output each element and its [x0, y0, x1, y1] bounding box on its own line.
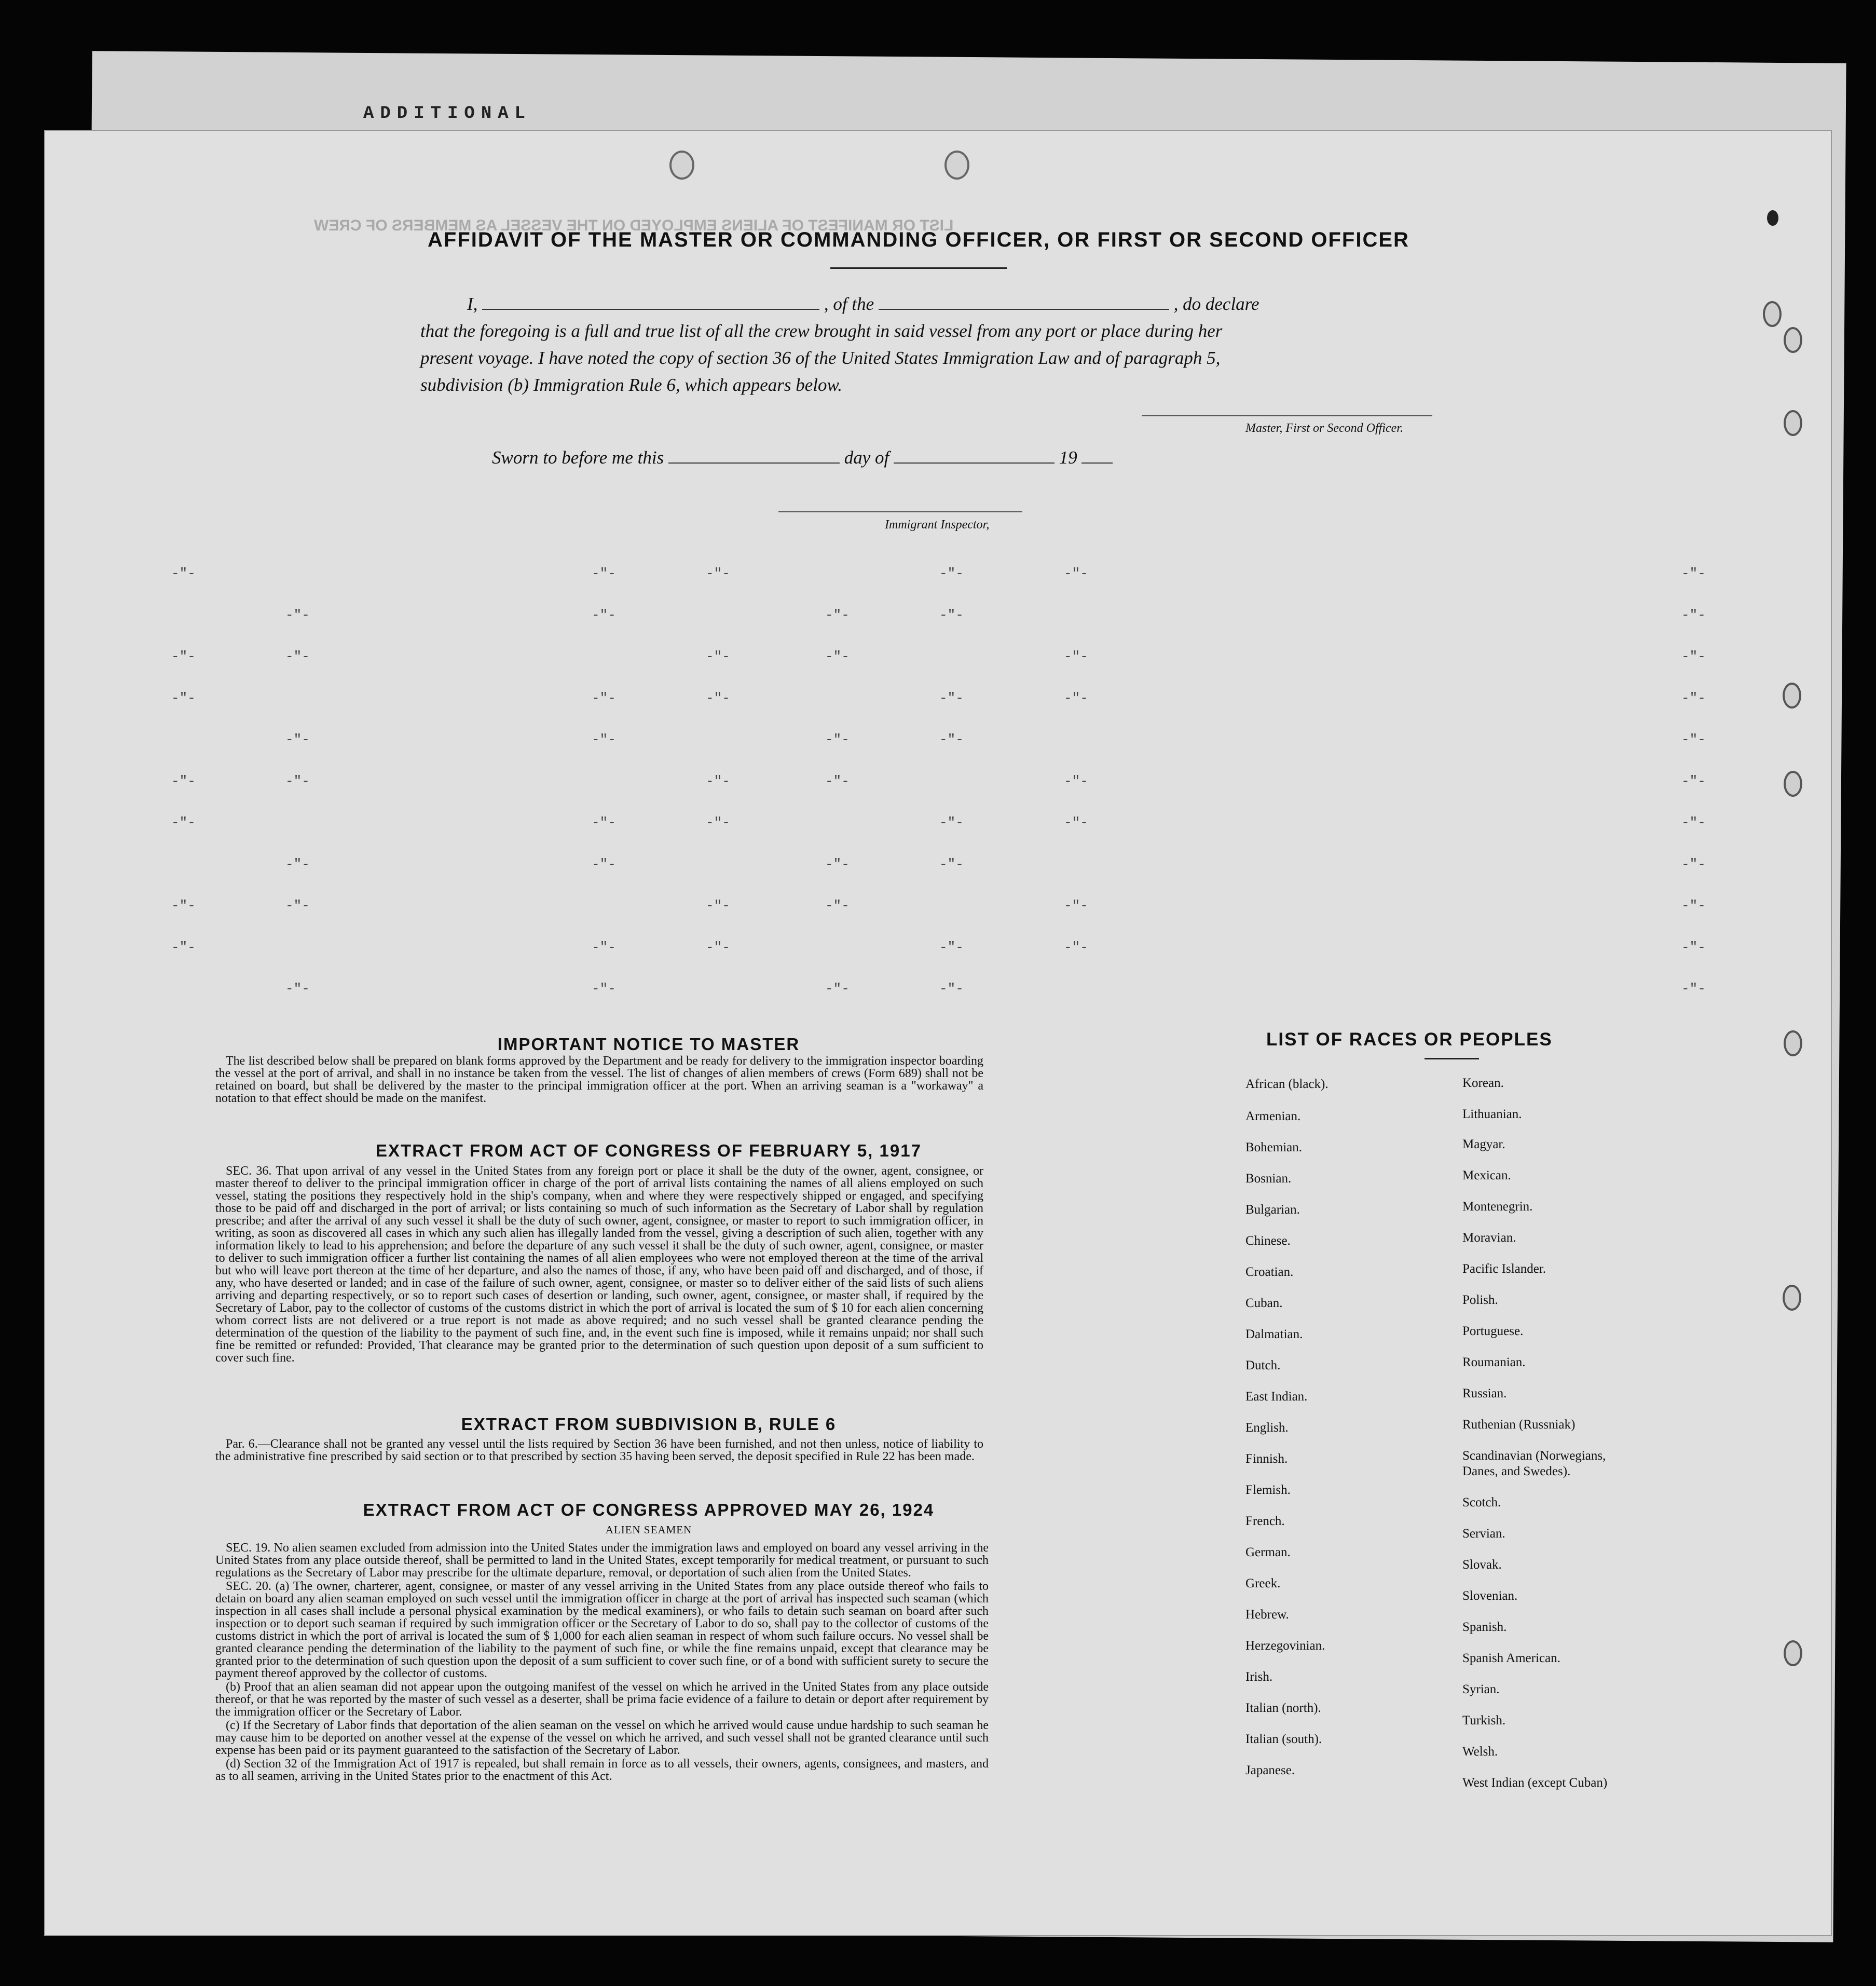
race-item: Magyar. [1462, 1137, 1505, 1151]
race-item: Servian. [1462, 1527, 1505, 1541]
ditto-mark: -"- [285, 773, 310, 789]
ditto-mark: -"- [706, 566, 730, 581]
ditto-mark: -"- [1681, 981, 1706, 997]
race-item: Bosnian. [1245, 1172, 1292, 1186]
race-item: Japanese. [1245, 1763, 1295, 1777]
race-item: Turkish. [1462, 1713, 1506, 1727]
affidavit-line-4: subdivision (b) Immigration Rule 6, which appears below. [420, 375, 843, 395]
race-item: African (black). [1245, 1077, 1329, 1091]
ditto-mark: -"- [939, 815, 964, 831]
vessel-name-blank[interactable] [879, 309, 1169, 310]
ditto-mark: -"- [1681, 856, 1706, 872]
ditto-mark: -"- [825, 981, 850, 997]
binder-hole-icon [1767, 210, 1778, 226]
race-item: Russian. [1462, 1386, 1507, 1400]
do-declare-label: , do declare [1173, 294, 1259, 314]
inspector-signature-blank[interactable] [778, 511, 1022, 512]
ditto-mark: -"- [939, 732, 964, 747]
affidavit-line-1 [420, 291, 1422, 318]
race-item: Finnish. [1245, 1452, 1288, 1466]
sworn-day-blank[interactable] [668, 463, 840, 464]
race-item: Herzegovinian. [1245, 1639, 1325, 1653]
ditto-mark: -"- [592, 732, 616, 747]
race-item: Mexican. [1462, 1168, 1511, 1182]
race-item: Bohemian. [1245, 1140, 1303, 1154]
affidavit-title: AFFIDAVIT OF THE MASTER OR COMMANDING OFFICER, OR FIRST OR SECOND OFFICER [428, 228, 1409, 251]
ditto-mark: -"- [285, 981, 310, 997]
race-item: Lithuanian. [1462, 1107, 1522, 1121]
ditto-mark: -"- [825, 898, 850, 914]
ditto-mark: -"- [706, 773, 730, 789]
race-item: Welsh. [1462, 1745, 1498, 1759]
sworn-year: 19 [1059, 447, 1077, 468]
binder-hole-icon [1784, 1030, 1802, 1056]
ditto-mark: -"- [825, 773, 850, 789]
race-item: Korean. [1462, 1076, 1504, 1090]
ditto-mark: -"- [592, 981, 616, 997]
extract-1924-text [215, 1542, 989, 1784]
ditto-mark: -"- [285, 856, 310, 872]
race-item: Danes, and Swedes). [1462, 1464, 1571, 1478]
ditto-mark: -"- [939, 566, 964, 581]
sworn-month-blank[interactable] [894, 463, 1055, 464]
bleed-through-heading: LIST OR MANIFEST OF ALIENS EMPLOYED ON THE VESSEL AS MEMBERS OF CREW [314, 217, 954, 234]
important-notice-text [215, 1055, 983, 1106]
race-item: Dalmatian. [1245, 1327, 1303, 1341]
race-item: Pacific Islander. [1462, 1262, 1546, 1276]
section-36-paragraph: SEC. 36. That upon arrival of any vessel in the United States from any foreign port or place it shall be the duty of the owner, agent, consignee, or master thereof to deliver to the principal immigration officer in charge of the port of arrival lists containing the names of all aliens employed on such vessel, stating the positions they respectively hold in the ship's company, when and where they were respectively shipped or engaged, and specifying those to be paid off and discharged in the port of arrival; or lists containing so much of such information as the Secretary of Labor shall by regulation prescribe; and after the arrival of any such vessel it shall be the duty of such owner, agent, consignee, or master to report to such immigration officer, in writing, as soon as discovered all cases in which any such alien has illegally landed from the vessel, giving a description of such alien, together with any information likely to lead to his apprehension; and before the departure of any such vessel it shall be the duty of such owner, agent, consignee, or master to deliver to such immigration officer a further list containing the names of all alien employees who were not employed thereon at the time of the arrival but who will leave port thereon at the time of her departure, and also the names of those, if any, who have been paid off and discharged, and of those, if any, who have deserted or landed; and in case of the failure of such owner, agent, consignee, or master so to deliver either of the said lists of such aliens arriving and departing respectively, or so to report such cases of desertion or landing, such owner, agent, consignee, or master shall, if required by the Secretary of Labor, pay to the collector of customs of the customs district in which the port of arrival is located the sum of $ 10 for each alien concerning whom correct lists are not delivered or a true report is not made as above required; and no such vessel shall be granted clearance pending the determination of the question of the liability to the payment of such fine, and, in the event such fine is imposed, while it remains unpaid; nor shall such fine be remitted or refunded: Provided, That clearance may be granted prior to the determination of such question upon deposit of a sum sufficient to cover such fine. [215, 1164, 983, 1365]
ditto-mark: -"- [592, 690, 616, 706]
race-item: Ruthenian (Russniak) [1462, 1418, 1576, 1432]
rule6-paragraph: Par. 6.—Clearance shall not be granted any vessel until the lists required by Section 36 have been furnished, and not then unless, notice of liability to the administrative fine prescribed by said section or to that prescribed by section 35 having been served, the deposit specified in Rule 22 has been made. [215, 1437, 983, 1463]
affidavit-line-3: present voyage. I have noted the copy of section 36 of the United States Immigration Law and of paragraph 5, [420, 348, 1221, 368]
sec20a-paragraph: SEC. 20. (a) The owner, charterer, agent, consignee, or master of any vessel arriving in the United States from any place outside thereof who fails to detain on board any alien seaman employed on such vessel until the immigration officer in charge at the port of arrival has inspected such seaman (which inspection in all cases shall include a personal physical examination by the medical examiners), or who fails to detain such seaman on board after such inspection or to deport such seaman if required by such immigration officer or the Secretary of Labor to do so, shall pay to the collector of customs of the customs district in which the port of arrival is located the sum of $ 1,000 for each alien seaman in respect of whom such failure occurs. No vessel shall be granted clearance pending the determination of the liability to the payment of such fine, or while the fine remains unpaid, except that clearance may be granted prior to the determination of such question upon the deposit of a sum sufficient to cover such fine, or of a bond with sufficient surety to secure the payment thereof approved by the collector of customs. [215, 1580, 989, 1680]
sec20d-paragraph: (d) Section 32 of the Immigration Act of 1917 is repealed, but shall remain in force as to all vessels, their owners, agents, consignees, and masters, and as to all seamen, arriving in the United States prior to the enactment of this Act. [215, 1757, 989, 1783]
race-item: East Indian. [1245, 1390, 1308, 1404]
sworn-day-of: day of [844, 447, 889, 468]
binder-hole-icon [1783, 683, 1801, 709]
race-item: Dutch. [1245, 1358, 1281, 1372]
race-item: Italian (south). [1245, 1732, 1322, 1746]
extract-1917-heading: EXTRACT FROM ACT OF CONGRESS OF FEBRUARY 5, 1917 [376, 1141, 922, 1160]
race-item: Slovak. [1462, 1558, 1502, 1572]
of-the-label: , of the [824, 294, 874, 314]
race-item: Spanish. [1462, 1620, 1507, 1634]
sworn-prefix: Sworn to before me this [492, 447, 664, 468]
signature-blank[interactable] [1142, 415, 1432, 416]
ditto-mark: -"- [1681, 566, 1706, 581]
title-underline [830, 267, 1007, 269]
ditto-mark: -"- [939, 607, 964, 623]
race-item: West Indian (except Cuban) [1462, 1776, 1608, 1790]
ditto-mark: -"- [171, 649, 196, 664]
signature-label: Master, First or Second Officer. [1245, 421, 1403, 435]
race-item: Scandinavian (Norwegians, [1462, 1449, 1606, 1463]
ditto-mark: -"- [1064, 566, 1088, 581]
binder-hole-icon [1784, 771, 1802, 797]
alien-seamen-subheading: ALIEN SEAMEN [605, 1523, 692, 1536]
race-item: Hebrew. [1245, 1608, 1289, 1622]
ditto-mark: -"- [285, 649, 310, 664]
ditto-mark: -"- [706, 815, 730, 831]
race-item: Greek. [1245, 1576, 1281, 1590]
ditto-mark: -"- [825, 732, 850, 747]
ditto-mark: -"- [825, 856, 850, 872]
ditto-mark: -"- [1681, 815, 1706, 831]
ditto-mark: -"- [706, 940, 730, 955]
ditto-mark: -"- [1681, 607, 1706, 623]
binder-hole-icon [1784, 327, 1802, 353]
ditto-mark: -"- [592, 815, 616, 831]
ditto-mark: -"- [171, 566, 196, 581]
ditto-mark: -"- [939, 981, 964, 997]
punch-hole-icon [669, 151, 694, 180]
ditto-mark: -"- [171, 898, 196, 914]
race-item: Armenian. [1245, 1109, 1301, 1123]
ditto-mark: -"- [939, 940, 964, 955]
important-notice-heading: IMPORTANT NOTICE TO MASTER [497, 1035, 800, 1054]
race-item: Moravian. [1462, 1231, 1516, 1245]
race-item: German. [1245, 1545, 1291, 1559]
ditto-mark: -"- [592, 856, 616, 872]
race-item: Spanish American. [1462, 1651, 1560, 1665]
declarant-prefix: I, [467, 294, 478, 314]
ditto-mark: -"- [706, 649, 730, 664]
extract-1924-heading: EXTRACT FROM ACT OF CONGRESS APPROVED MAY 26, 1924 [363, 1500, 935, 1519]
ditto-mark: -"- [1064, 898, 1088, 914]
ditto-mark: -"- [285, 607, 310, 623]
important-notice-paragraph: The list described below shall be prepared on blank forms approved by the Department and be ready for delivery to the immigration inspector boarding the vessel at the port of arrival, and shall in no instance be taken from the vessel. The list of changes of alien members of crews (Form 689) shall not be retained on board, but shall be delivered by the master to the principal immigration officer at the port. When an arriving seaman is a "workaway" a notation to that effect should be made on the manifest. [215, 1054, 983, 1105]
race-item: Italian (north). [1245, 1701, 1321, 1715]
ditto-mark: -"- [592, 566, 616, 581]
race-item: English. [1245, 1421, 1289, 1435]
race-item: Polish. [1462, 1293, 1498, 1307]
extract-1917-text [215, 1165, 983, 1365]
race-item: Chinese. [1245, 1234, 1291, 1248]
ditto-mark: -"- [285, 898, 310, 914]
affidavit-body [420, 291, 1422, 399]
ditto-mark: -"- [1681, 940, 1706, 955]
ditto-mark: -"- [939, 856, 964, 872]
ditto-mark: -"- [171, 773, 196, 789]
race-item: Portuguese. [1462, 1324, 1524, 1338]
declarant-name-blank[interactable] [482, 309, 819, 310]
binder-hole-icon [1784, 1640, 1802, 1666]
ditto-mark: -"- [1681, 732, 1706, 747]
race-item: Croatian. [1245, 1265, 1294, 1279]
back-sheet-tab-label: ADDITIONAL [363, 104, 532, 124]
race-item: Roumanian. [1462, 1355, 1526, 1369]
ditto-mark: -"- [825, 649, 850, 664]
ditto-mark: -"- [1064, 940, 1088, 955]
ditto-mark: -"- [706, 690, 730, 706]
race-item: Bulgarian. [1245, 1203, 1300, 1217]
ditto-mark: -"- [1064, 649, 1088, 664]
race-item: Irish. [1245, 1670, 1273, 1684]
extract-rule6-heading: EXTRACT FROM SUBDIVISION B, RULE 6 [461, 1414, 837, 1434]
sworn-year-blank[interactable] [1081, 463, 1113, 464]
ditto-mark: -"- [1064, 815, 1088, 831]
ditto-mark: -"- [1681, 690, 1706, 706]
race-item: Slovenian. [1462, 1589, 1518, 1603]
sec20c-paragraph: (c) If the Secretary of Labor finds that deportation of the alien seaman on the vessel on which he arrived would cause undue hardship to such seaman he may cause him to be deported on another vessel at the expense of the vessel on which he arrived, and such vessel shall not be granted clearance until such expense has been paid or its payment guaranteed to the satisfaction of the Secretary of Labor. [215, 1719, 989, 1757]
ditto-mark: -"- [1681, 773, 1706, 789]
race-item: Scotch. [1462, 1495, 1501, 1509]
ditto-mark: -"- [1064, 773, 1088, 789]
races-list-title: LIST OF RACES OR PEOPLES [1266, 1029, 1553, 1050]
punch-hole-icon [944, 151, 969, 180]
sec19-paragraph: SEC. 19. No alien seamen excluded from admission into the United States under the immigration laws and employed on board any vessel arriving in the United States from any place outside thereof, shall be permitted to land in the United States, except temporarily for medical treatment, or pursuant to such regulations as the Secretary of Labor may prescribe for the ultimate departure, removal, or deportation of such alien from the United States. [215, 1541, 989, 1580]
ditto-mark: -"- [939, 690, 964, 706]
ditto-mark: -"- [592, 940, 616, 955]
inspector-label: Immigrant Inspector, [885, 518, 990, 532]
ditto-mark: -"- [1064, 690, 1088, 706]
race-item: Syrian. [1462, 1682, 1500, 1696]
race-item: Flemish. [1245, 1483, 1291, 1497]
ditto-mark: -"- [171, 815, 196, 831]
ditto-mark: -"- [1681, 649, 1706, 664]
ditto-mark: -"- [171, 940, 196, 955]
races-title-underline [1425, 1058, 1479, 1059]
race-item: Cuban. [1245, 1296, 1283, 1310]
binder-hole-icon [1784, 410, 1802, 436]
race-item: French. [1245, 1514, 1285, 1528]
extract-rule6-text [215, 1438, 983, 1464]
sworn-line [492, 447, 1113, 468]
affidavit-line-2: that the foregoing is a full and true list of all the crew brought in said vessel from any port or place during her [420, 321, 1223, 341]
binder-hole-icon [1763, 301, 1782, 327]
race-item: Montenegrin. [1462, 1200, 1533, 1214]
ditto-mark: -"- [825, 607, 850, 623]
ditto-mark: -"- [171, 690, 196, 706]
ditto-mark: -"- [1681, 898, 1706, 914]
ditto-mark: -"- [706, 898, 730, 914]
binder-hole-icon [1783, 1285, 1801, 1311]
ditto-mark: -"- [285, 732, 310, 747]
ditto-mark: -"- [592, 607, 616, 623]
sec20b-paragraph: (b) Proof that an alien seaman did not appear upon the outgoing manifest of the vessel on which he arrived in the United States from any place outside thereof, or that he was reported by the master of such vessel as a deserter, shall be prima facie evidence of a failure to detain or deport after requirement by the immigration officer or the Secretary of Labor. [215, 1680, 989, 1719]
